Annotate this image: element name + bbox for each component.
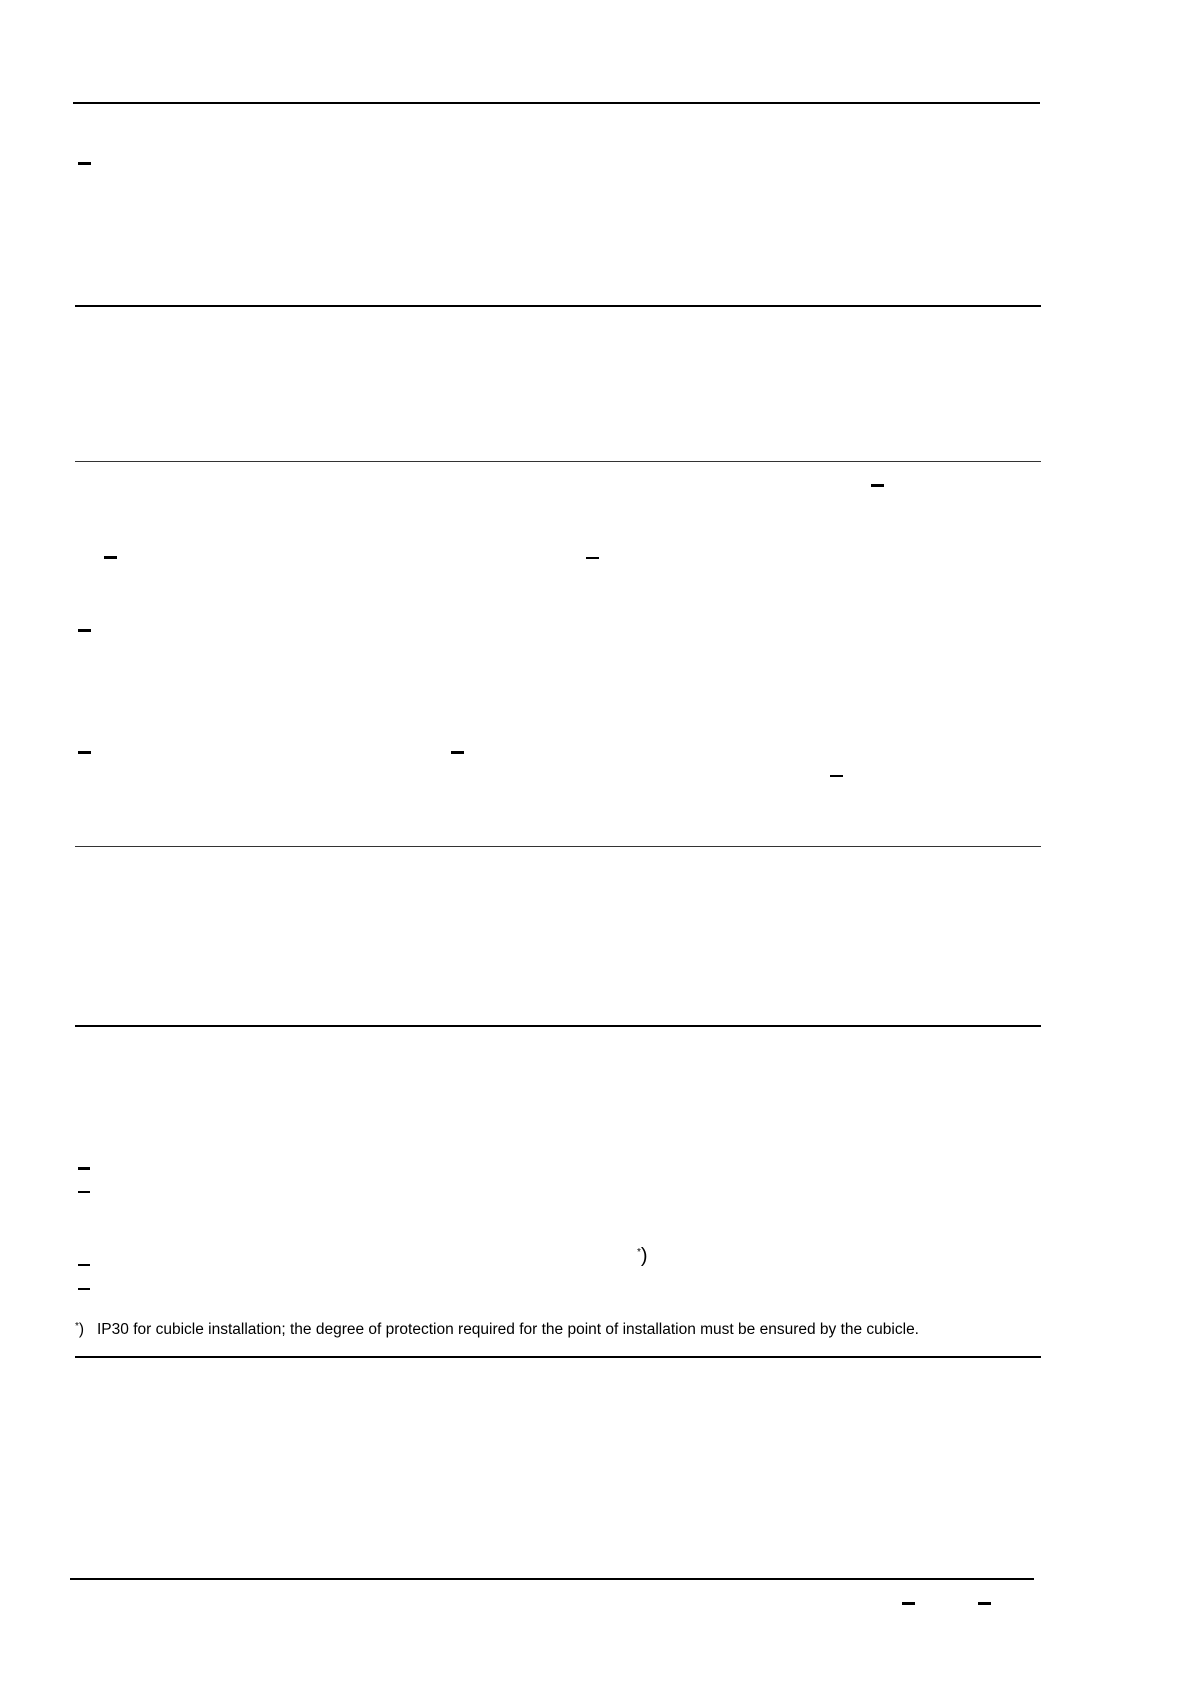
footnote [75,1320,919,1340]
dash-bullet [78,1288,90,1290]
section-divider [75,1356,1041,1358]
dash-bullet [78,162,91,165]
dash-bullet [451,751,464,754]
dash-bullet [78,1264,90,1266]
dash-bullet [78,1167,90,1170]
dash-bullet [978,1602,991,1605]
footnote-reference-mark: *) [637,1245,648,1267]
dash-bullet [78,1191,90,1193]
footer-divider [70,1578,1034,1580]
dash-bullet [830,775,843,777]
section-divider [75,461,1041,462]
dash-bullet [902,1602,915,1605]
dash-bullet [871,484,884,487]
section-divider-top [73,102,1040,104]
section-divider [75,1025,1041,1027]
section-divider [75,305,1041,307]
dash-bullet [78,751,91,754]
footnote-marker: *) [75,1321,85,1338]
dash-bullet [78,629,91,632]
section-divider [75,846,1041,847]
dash-bullet [104,556,117,559]
dash-bullet [586,557,599,559]
footnote-text: IP30 for cubicle installation; the degree of protection required for the point of installation must be ensured by the cubicle. [97,1321,919,1338]
